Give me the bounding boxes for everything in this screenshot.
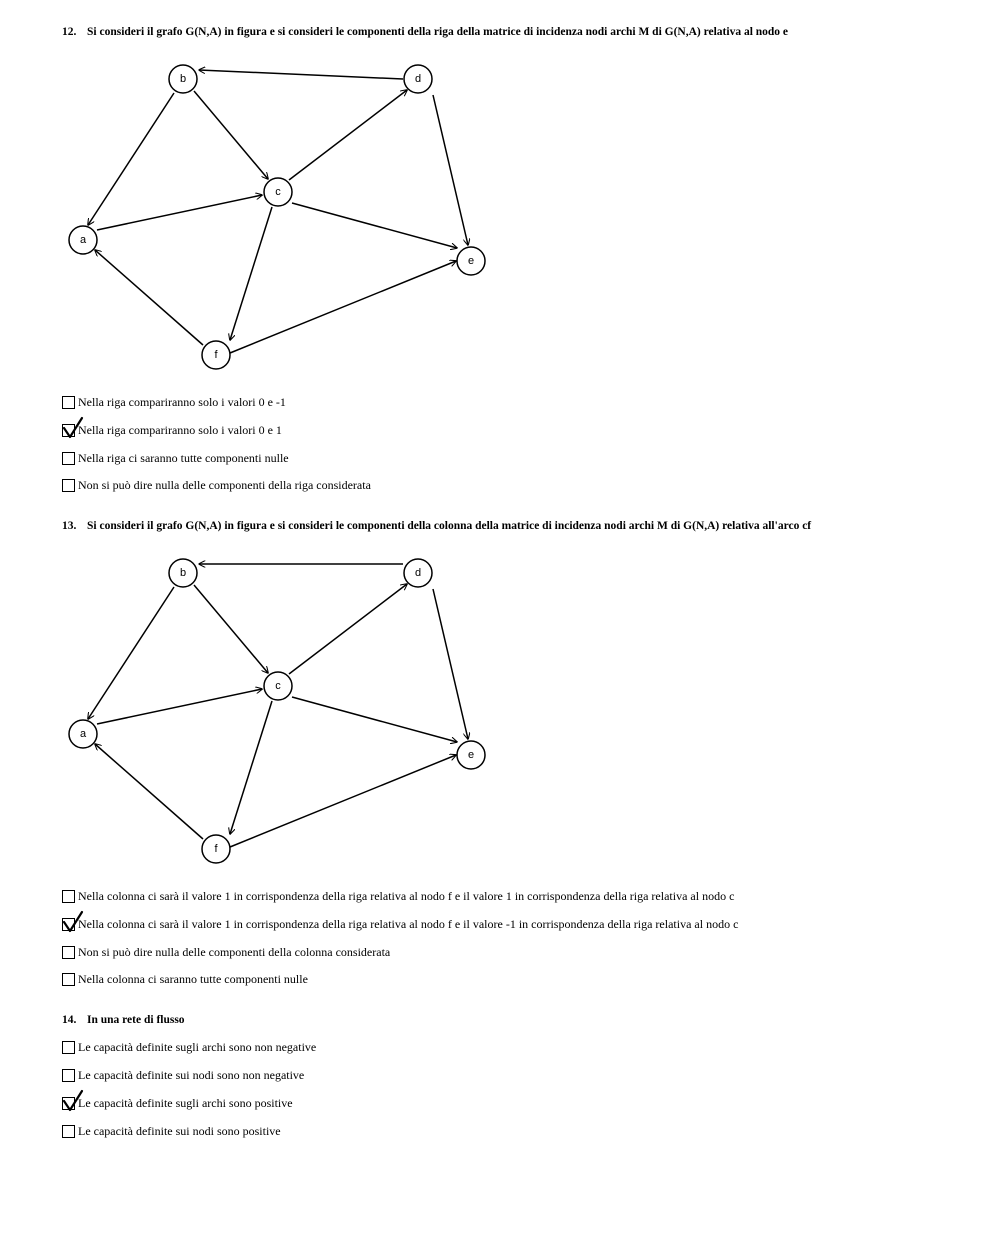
edge-b-a	[88, 587, 174, 719]
edge-f-e	[230, 261, 456, 353]
checkmark-icon	[62, 416, 84, 440]
answer-option[interactable]	[62, 1039, 316, 1055]
answer-option[interactable]	[62, 394, 286, 410]
checkbox-checked[interactable]	[62, 424, 75, 437]
checkbox[interactable]	[62, 946, 75, 959]
graph-figure-q13	[62, 554, 502, 884]
edge-f-a	[95, 744, 203, 839]
option-text: Non si può dire nulla delle componenti della riga considerata	[78, 477, 371, 492]
option-text: Nella riga ci saranno tutte componenti nulle	[78, 450, 289, 465]
question-text: Si consideri il grafo G(N,A) in figura e si consideri le componenti della colonna della matrice di incidenza nodi archi M di G(N,A) relativa all'arco cf	[87, 520, 812, 532]
checkbox-checked[interactable]	[62, 1097, 75, 1110]
node-label-a: a	[79, 234, 87, 246]
node-label-e: e	[467, 255, 475, 267]
answer-option[interactable]	[62, 422, 282, 438]
edge-b-a	[88, 93, 174, 225]
question-number: 13.	[62, 520, 77, 532]
edge-c-d	[289, 584, 407, 674]
edge-f-a	[95, 250, 203, 345]
node-label-c: c	[275, 680, 281, 692]
option-text: Nella riga compariranno solo i valori 0 e 1	[78, 422, 282, 437]
graph-svg	[62, 60, 502, 390]
question-text: In una rete di flusso	[87, 1014, 185, 1026]
graph-svg	[62, 554, 502, 884]
option-text: Le capacità definite sugli archi sono non negative	[78, 1039, 317, 1054]
edge-d-b	[199, 70, 403, 79]
node-label-d: d	[414, 567, 422, 579]
answer-option[interactable]	[62, 888, 734, 904]
option-text: Non si può dire nulla delle componenti della colonna considerata	[78, 944, 391, 959]
graph-figure-q12	[62, 60, 502, 390]
checkbox[interactable]	[62, 1041, 75, 1054]
option-text: Nella colonna ci sarà il valore 1 in corrispondenza della riga relativa al nodo f e il valore 1 in corrispondenza della riga relativa al nodo c	[78, 888, 735, 903]
edge-c-e	[292, 697, 457, 742]
edge-c-e	[292, 203, 457, 248]
edge-d-e	[433, 589, 468, 739]
option-text: Le capacità definite sui nodi sono non negative	[78, 1067, 305, 1082]
option-text: Le capacità definite sugli archi sono positive	[78, 1095, 293, 1110]
checkmark-icon	[62, 1089, 84, 1113]
answer-option[interactable]	[62, 1095, 293, 1111]
question-12-title	[62, 26, 788, 38]
answer-option[interactable]	[62, 1123, 281, 1139]
node-label-f: f	[214, 349, 218, 361]
question-13-title	[62, 520, 811, 532]
answer-option[interactable]	[62, 477, 371, 493]
checkbox[interactable]	[62, 1125, 75, 1138]
checkbox-checked[interactable]	[62, 918, 75, 931]
node-label-c: c	[275, 186, 281, 198]
answer-option[interactable]	[62, 944, 390, 960]
checkbox[interactable]	[62, 1069, 75, 1082]
checkmark-icon	[62, 910, 84, 934]
option-text: Nella riga compariranno solo i valori 0 e -1	[78, 394, 286, 409]
checkbox[interactable]	[62, 452, 75, 465]
answer-option[interactable]	[62, 916, 738, 932]
question-text: Si consideri il grafo G(N,A) in figura e si consideri le componenti della riga della matrice di incidenza nodi archi M di G(N,A) relativa al nodo e	[87, 26, 789, 38]
node-label-a: a	[79, 728, 87, 740]
edge-a-c	[97, 689, 262, 724]
checkbox[interactable]	[62, 479, 75, 492]
question-14-title	[62, 1014, 185, 1026]
option-text: Nella colonna ci sarà il valore 1 in corrispondenza della riga relativa al nodo f e il valore -1 in corrispondenza della riga relativa al nodo c	[78, 916, 739, 931]
option-text: Le capacità definite sui nodi sono positive	[78, 1123, 281, 1138]
edge-c-f	[230, 207, 272, 340]
checkbox[interactable]	[62, 973, 75, 986]
edge-c-f	[230, 701, 272, 834]
edge-a-c	[97, 195, 262, 230]
node-label-b: b	[179, 567, 187, 579]
node-label-f: f	[214, 843, 218, 855]
answer-option[interactable]	[62, 971, 308, 987]
node-label-d: d	[414, 73, 422, 85]
node-label-b: b	[179, 73, 187, 85]
option-text: Nella colonna ci saranno tutte componenti nulle	[78, 971, 308, 986]
checkbox[interactable]	[62, 890, 75, 903]
question-number: 14.	[62, 1014, 77, 1026]
question-number: 12.	[62, 26, 77, 38]
edge-b-c	[194, 91, 268, 179]
answer-option[interactable]	[62, 1067, 304, 1083]
node-label-e: e	[467, 749, 475, 761]
edge-d-e	[433, 95, 468, 245]
checkbox[interactable]	[62, 396, 75, 409]
edge-c-d	[289, 90, 407, 180]
edge-f-e	[230, 755, 456, 847]
answer-option[interactable]	[62, 450, 289, 466]
edge-b-c	[194, 585, 268, 673]
